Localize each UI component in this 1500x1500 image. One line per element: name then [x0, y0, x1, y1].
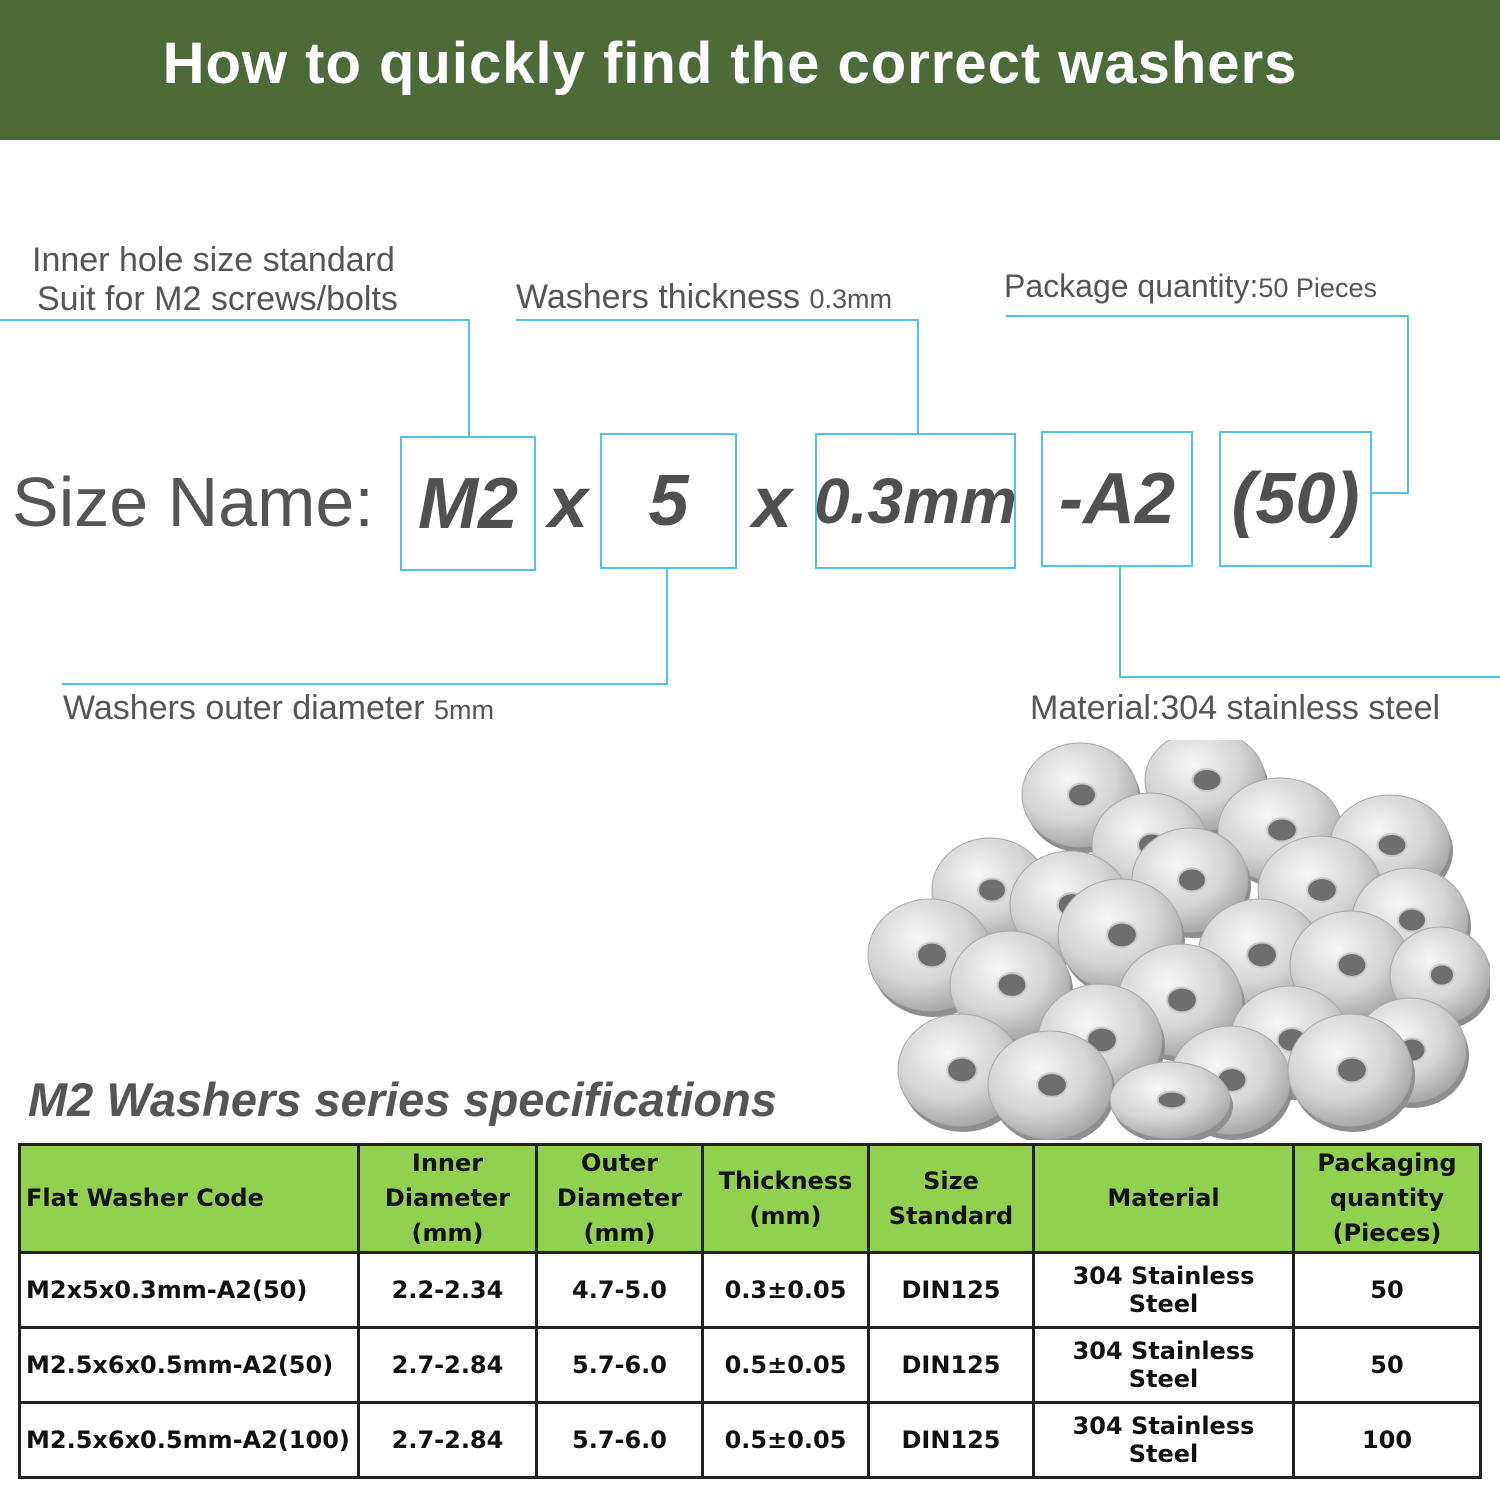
- size-part-screw: M2: [400, 436, 536, 571]
- material-leader-line: [1120, 567, 1500, 677]
- table-cell: 2.7-2.84: [359, 1328, 537, 1403]
- column-header: Material: [1034, 1145, 1294, 1253]
- table-cell: 0.5±0.05: [703, 1403, 869, 1478]
- inner-hole-callout-line1: Inner hole size standard: [32, 241, 395, 279]
- specifications-title: M2 Washers series specifications: [28, 1073, 777, 1126]
- washer-pile: [868, 740, 1490, 1140]
- table-header-row: [20, 1145, 1481, 1253]
- specifications-table: [18, 1143, 1482, 1479]
- table-cell: 304 Stainless Steel: [1034, 1403, 1294, 1478]
- column-header: Size Standard: [869, 1145, 1034, 1253]
- package-callout-label: Package quantity:: [1004, 268, 1259, 304]
- table-cell: 50: [1294, 1253, 1481, 1328]
- page-title: How to quickly find the correct washers: [162, 31, 1298, 96]
- outer-diameter-leader-line: [62, 569, 667, 684]
- table-cell: 5.7-6.0: [537, 1328, 703, 1403]
- table-cell: 2.7-2.84: [359, 1403, 537, 1478]
- thickness-callout-label: Washers thickness: [516, 278, 801, 316]
- table-cell: DIN125: [869, 1253, 1034, 1328]
- size-separator: x: [548, 463, 589, 543]
- column-header: Outer Diameter (mm): [537, 1145, 703, 1253]
- table-cell: 304 Stainless Steel: [1034, 1253, 1294, 1328]
- table-cell: 100: [1294, 1403, 1481, 1478]
- size-part-thickness: 0.3mm: [815, 433, 1016, 569]
- table-cell: DIN125: [869, 1328, 1034, 1403]
- table-cell: M2.5x6x0.5mm-A2(50): [20, 1328, 359, 1403]
- inner-hole-callout-line2: Suit for M2 screws/bolts: [37, 280, 398, 318]
- column-header: Thickness (mm): [703, 1145, 869, 1253]
- column-header: Inner Diameter (mm): [359, 1145, 537, 1253]
- table-cell: 304 Stainless Steel: [1034, 1328, 1294, 1403]
- package-callout-value: 50 Pieces: [1258, 273, 1377, 303]
- table-cell: DIN125: [869, 1403, 1034, 1478]
- outer-diameter-callout-value: 5mm: [434, 695, 495, 725]
- material-callout: Material:304 stainless steel: [1030, 689, 1441, 727]
- table-cell: 4.7-5.0: [537, 1253, 703, 1328]
- table-cell: 0.3±0.05: [703, 1253, 869, 1328]
- table-row: [20, 1253, 1481, 1328]
- table-cell: 5.7-6.0: [537, 1403, 703, 1478]
- inner-hole-leader-line: [0, 320, 469, 436]
- size-part-outer-diameter: 5: [600, 433, 737, 569]
- thickness-callout-value: 0.3mm: [809, 284, 893, 314]
- table-cell: M2.5x6x0.5mm-A2(100): [20, 1403, 359, 1478]
- outer-diameter-callout-label: Washers outer diameter: [63, 689, 425, 727]
- washer: [1288, 1014, 1415, 1132]
- size-part-quantity: (50): [1219, 431, 1372, 567]
- table-cell: 50: [1294, 1328, 1481, 1403]
- table-cell: M2x5x0.3mm-A2(50): [20, 1253, 359, 1328]
- washers-photo: [850, 740, 1490, 1140]
- table-row: [20, 1403, 1481, 1478]
- size-part-material: -A2: [1041, 431, 1193, 567]
- size-separator: x: [752, 463, 793, 543]
- callout-leader-lines: [0, 0, 1500, 720]
- thickness-leader-line: [516, 320, 918, 433]
- size-name-label: Size Name:: [12, 463, 374, 541]
- table-cell: 0.5±0.05: [703, 1328, 869, 1403]
- table-row: [20, 1328, 1481, 1403]
- column-header: Packaging quantity (Pieces): [1294, 1145, 1481, 1253]
- column-header: Flat Washer Code: [20, 1145, 359, 1253]
- table-cell: 2.2-2.34: [359, 1253, 537, 1328]
